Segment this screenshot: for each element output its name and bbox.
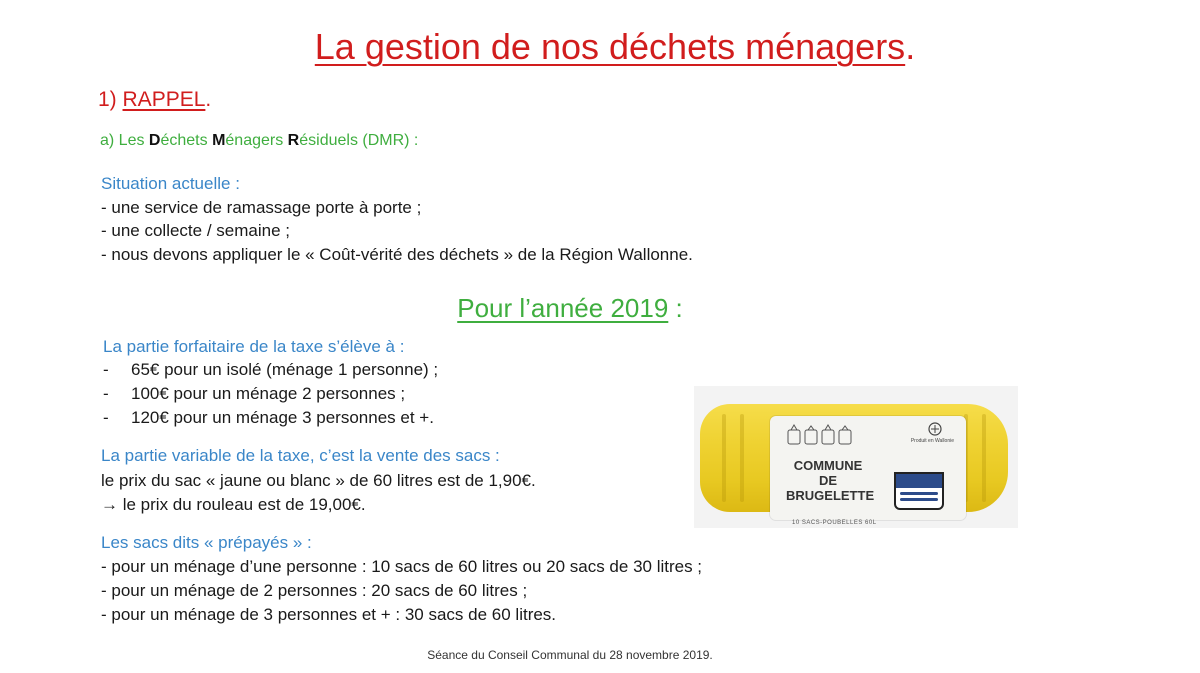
- variable-line: le prix du sac « jaune ou blanc » de 60 litres est de 1,90€.: [101, 471, 536, 490]
- prepaid-line: - pour un ménage de 2 personnes : 20 sacs de 60 litres ;: [101, 581, 528, 600]
- bag-count: 10 SACS-POUBELLES 60L: [792, 520, 877, 526]
- product-origin: Produit en Wallonie: [910, 438, 954, 444]
- subheading-dmr: a) Les Déchets Ménagers Résiduels (DMR) :: [100, 132, 419, 149]
- forfait-item: - 120€ pour un ménage 3 personnes et +.: [103, 408, 434, 427]
- variable-line: → le prix du rouleau est de 19,00€.: [101, 495, 366, 514]
- section-heading: 1) RAPPEL.: [98, 88, 212, 111]
- prepaid-line: - pour un ménage de 3 personnes et + : 30 sacs de 60 litres.: [101, 605, 557, 624]
- forfait-item: - 100€ pour un ménage 2 personnes ;: [103, 384, 406, 403]
- bag-label: [770, 416, 966, 526]
- region-logo-icon: [924, 422, 946, 436]
- commune-crest-icon: [894, 472, 944, 510]
- variable-heading: La partie variable de la taxe, c’est la vente des sacs :: [101, 446, 500, 465]
- prepaid-heading: Les sacs dits « prépayés » :: [101, 533, 312, 552]
- forfait-heading: La partie forfaitaire de la taxe s’élève à :: [103, 337, 405, 356]
- prepaid-line: - pour un ménage d’une personne : 10 sacs de 60 litres ou 20 sacs de 30 litres ;: [101, 557, 703, 576]
- bins-icon: [786, 424, 856, 446]
- situation-line: - une service de ramassage porte à porte ;: [101, 198, 422, 217]
- situation-heading: Situation actuelle :: [101, 174, 240, 193]
- year-heading: Pour l’année 2019 :: [457, 293, 683, 323]
- page-title: La gestion de nos déchets ménagers.: [314, 26, 916, 67]
- forfait-item: - 65€ pour un isolé (ménage 1 personne) ;: [103, 360, 439, 379]
- situation-line: - nous devons appliquer le « Coût-vérité des déchets » de la Région Wallonne.: [101, 245, 693, 264]
- garbage-bag-roll-image: [694, 386, 1018, 528]
- commune-label: COMMUNE DE BRUGELETTE: [786, 458, 875, 503]
- yellow-roll: [700, 404, 1008, 526]
- footer: Séance du Conseil Communal du 28 novembre 2019.: [427, 648, 713, 662]
- situation-line: - une collecte / semaine ;: [101, 221, 290, 240]
